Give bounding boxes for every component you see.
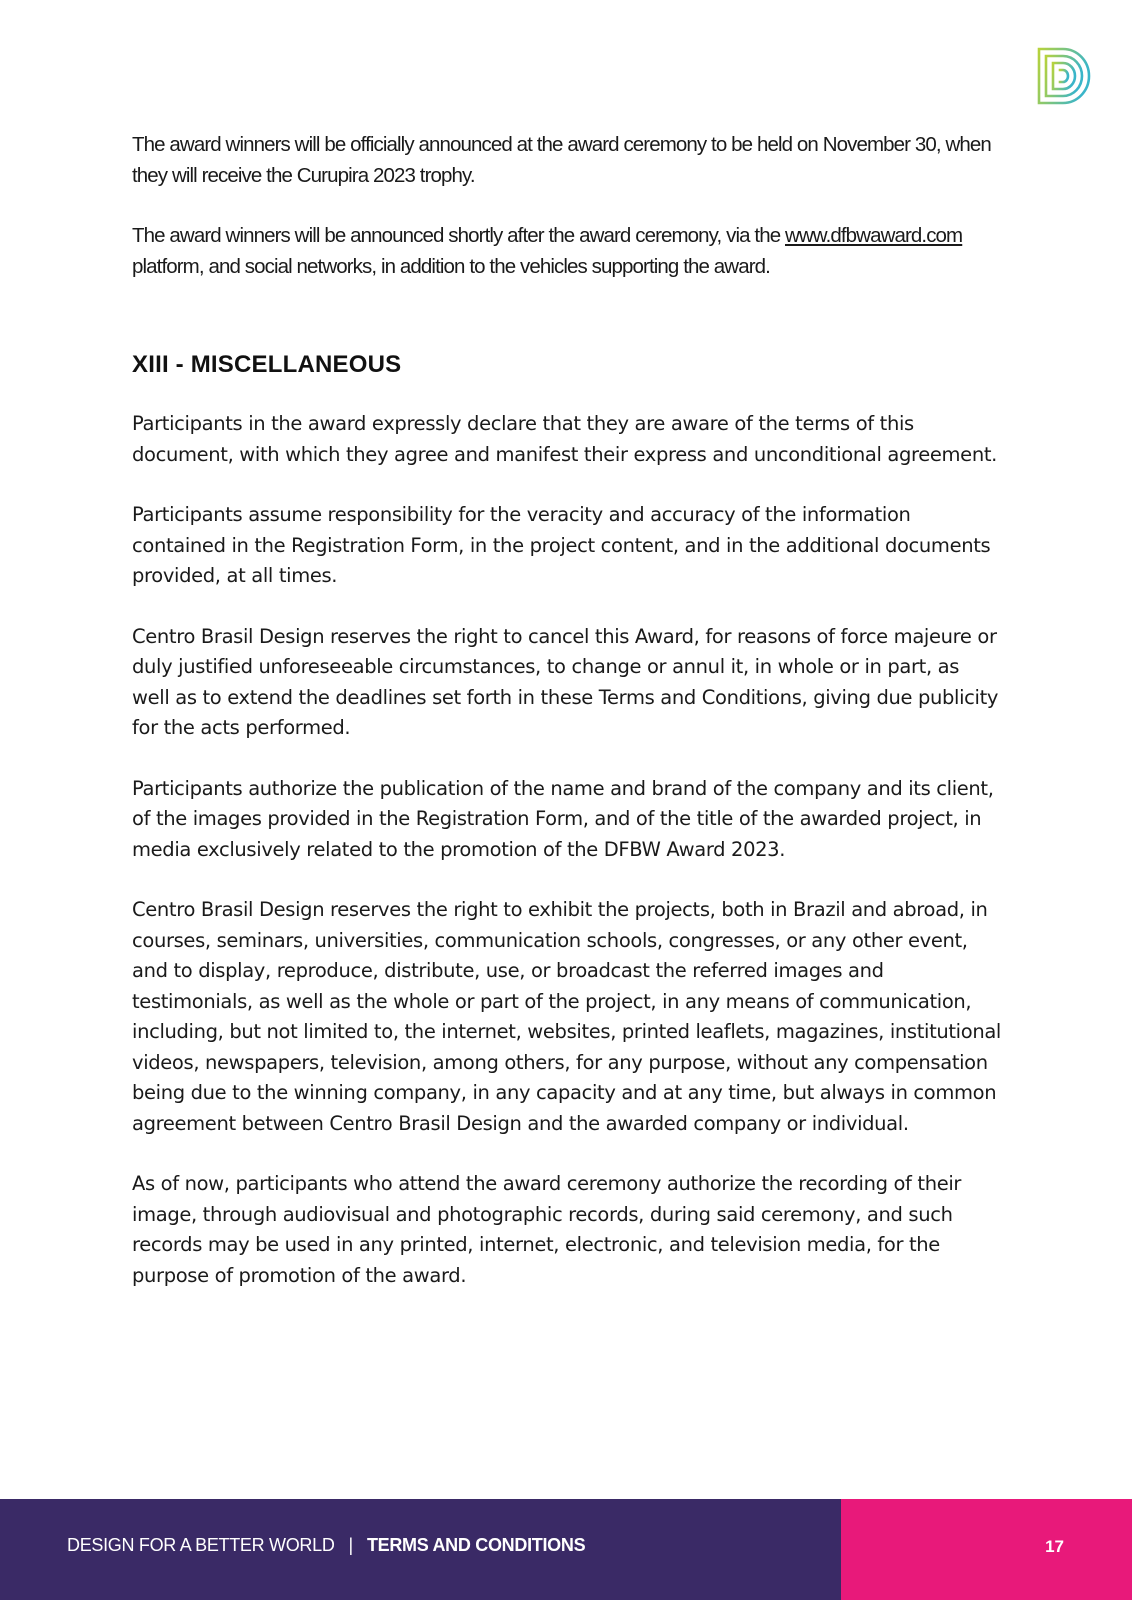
- page-footer: [0, 1499, 1132, 1600]
- footer-right-band: [841, 1499, 1132, 1600]
- paragraph-exhibition: Centro Brasil Design reserves the right to exhibit the projects, both in Brazil and abroad, in courses, seminars, universities, communication schools, congresses, or any other event, and to display, reproduce, distribute, use, or broadcast the referred images and testimonials, as well as the whole or part of the project, in any means of communication, including, but not limited to, the internet, websites, printed leaflets, magazines, institutional videos, newspapers, television, among others, for any purpose, without any compensation being due to the winning company, in any capacity and at any time, but always in common agreement between Centro Brasil Design and the awarded company or individual.: [132, 898, 1002, 1135]
- section-heading: XIII - MISCELLANEOUS: [132, 351, 402, 378]
- paragraph-cancellation: Centro Brasil Design reserves the right to cancel this Award, for reasons of force majeure or duly justified unforeseeable circumstances, to change or annul it, in whole or in part, as well as to extend the deadlines set forth in these Terms and Conditions, giving due publicity for the acts performed.: [132, 624, 999, 739]
- announcement-online-paragraph: [132, 221, 1002, 282]
- paragraph-recording: As of now, participants who attend the award ceremony authorize the recording of their image, through audiovisual and photographic records, during said ceremony, and such records may be used in any printed, internet, electronic, and television media, for the purpose of promotion of the award.: [132, 1172, 962, 1287]
- footer-label: [67, 1535, 585, 1556]
- footer-separator: |: [348, 1535, 353, 1555]
- footer-section-title: TERMS AND CONDITIONS: [366, 1535, 586, 1555]
- dfbw-spiral-d-logo-icon: [1036, 46, 1094, 106]
- footer-brand: DESIGN FOR A BETTER WORLD: [67, 1535, 335, 1555]
- announcement-paragraph: The award winners will be officially announced at the award ceremony to be held on November 30, when they will receive the Curupira 2023 trophy.: [132, 133, 991, 187]
- footer-left-band: [0, 1499, 841, 1600]
- page-number: 17: [1045, 1537, 1064, 1556]
- paragraph-declaration: Participants in the award expressly declare that they are aware of the terms of this document, with which they agree and manifest their express and unconditional agreement.: [132, 412, 997, 466]
- page-content: [132, 130, 1002, 1321]
- paragraph-responsibility: Participants assume responsibility for the veracity and accuracy of the information contained in the Registration Form, in the project content, and in the additional documents provided, at all times.: [132, 503, 991, 587]
- dfbwaward-link[interactable]: www.dfbwaward.com: [785, 224, 963, 247]
- dfbw-logo: [1036, 46, 1094, 106]
- announcement-online-text-before: The award winners will be announced shortly after the award ceremony, via the: [132, 224, 785, 247]
- paragraph-publication: Participants authorize the publication of the name and brand of the company and its client, of the images provided in the Registration Form, and of the title of the awarded project, in media exclusively related to the promotion of the DFBW Award 2023.: [132, 776, 994, 861]
- announcement-online-text-after: platform, and social networks, in addition to the vehicles supporting the award.: [132, 254, 770, 278]
